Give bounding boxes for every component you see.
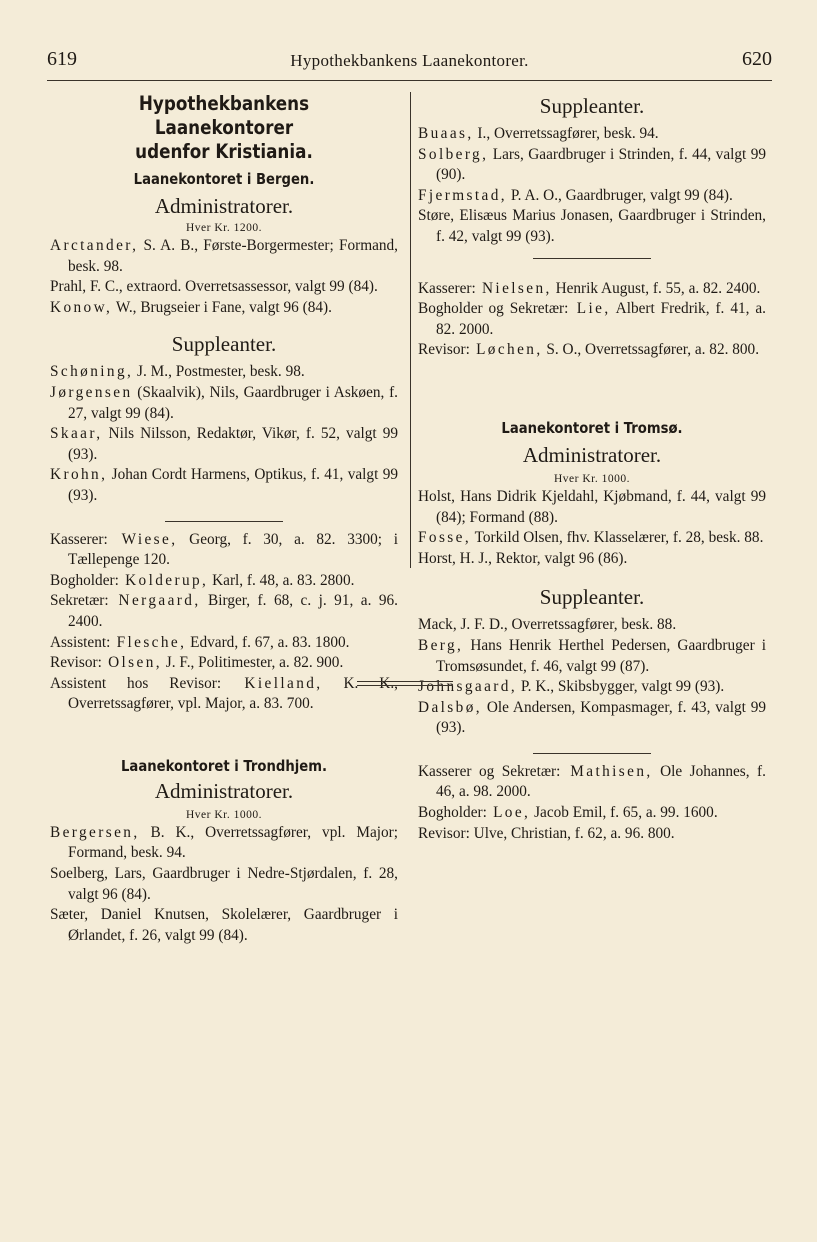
entry: Revisor: Olsen, J. F., Politimester, a. 82. 900.	[50, 654, 344, 672]
page-header	[47, 48, 772, 76]
header-rule	[47, 80, 772, 81]
main-subtitle: udenfor Kristiania.	[135, 140, 313, 163]
bergen-heading: Laanekontoret i Bergen.	[133, 170, 315, 188]
entry: Fjermstad, P. A. O., Gaardbruger, valgt 99 (84).	[418, 186, 733, 204]
entry: Bogholder og Sekretær: Lie, Albert Fredrik, f. 41, a. 82. 2000.	[418, 300, 766, 338]
entry: Soelberg, Lars, Gaardbruger i Nedre-Stjørdalen, f. 28, valgt 96 (84).	[50, 865, 398, 903]
entry: Berg, Hans Henrik Herthel Pedersen, Gaardbruger i Tromsøsundet, f. 46, valgt 99 (87).	[418, 636, 766, 675]
section-rule	[533, 753, 651, 754]
left-column	[50, 92, 398, 946]
entry: Kasserer og Sekretær: Mathisen, Ole Johannes, f. 46, a. 98. 2000.	[418, 762, 766, 801]
entry: Støre, Elisæus Marius Jonasen, Gaardbruger i Strinden, f. 42, valgt 99 (93).	[418, 207, 766, 245]
tromso-heading: Laanekontoret i Tromsø.	[501, 418, 683, 437]
section-rule	[165, 521, 283, 522]
trondhjem-admin-heading: Administratorer.	[154, 778, 294, 803]
entry: Johnsgaard, P. K., Skibsbygger, valgt 99 (93).	[418, 678, 725, 696]
entry: Jørgensen (Skaalvik), Nils, Gaardbruger i Askøen, f. 27, valgt 99 (84).	[50, 383, 398, 422]
entry: Assistent: Flesche, Edvard, f. 67, a. 83. 1800.	[50, 633, 350, 651]
column-divider	[410, 92, 411, 568]
entry: Assistent hos Revisor: Kielland, K. K., Overretssagfører, vpl. Major, a. 83. 700.	[50, 674, 398, 713]
trondhjem-supp-heading: Suppleanter.	[539, 94, 645, 118]
tromso-admin-heading: Administratorer.	[522, 442, 662, 467]
running-title: Hypothekbankens Laanekontorer.	[290, 51, 529, 70]
bergen-admin-note: Hver Kr. 1200.	[186, 222, 262, 234]
entry: Bogholder: Loe, Jacob Emil, f. 65, a. 99. 1600.	[418, 804, 718, 822]
entry: Krohn, Johan Cordt Harmens, Optikus, f. 41, valgt 99 (93).	[50, 466, 398, 504]
left-page-number: 619	[47, 48, 77, 70]
entry: Revisor: Ulve, Christian, f. 62, a. 96. 800.	[418, 824, 675, 842]
entry: Arctander, S. A. B., Første-Borgermester; Formand, besk. 98.	[50, 237, 398, 275]
entry: Revisor: Løchen, S. O., Overretssagfører, a. 82. 800.	[418, 341, 760, 359]
end-double-rule	[357, 681, 453, 686]
entry: Schøning, J. M., Postmester, besk. 98.	[50, 363, 305, 381]
main-title: Hypothekbankens Laanekontorer	[138, 92, 310, 139]
entry: Bergersen, B. K., Overretssagfører, vpl. Major; Formand, besk. 94.	[50, 823, 398, 862]
bergen-admin-heading: Administratorer.	[154, 194, 294, 218]
entry: Dalsbø, Ole Andersen, Kompasmager, f. 43, valgt 99 (93).	[418, 698, 766, 737]
entry: Skaar, Nils Nilsson, Redaktør, Vikør, f. 52, valgt 99 (93).	[50, 425, 398, 463]
bergen-supp-heading: Suppleanter.	[171, 332, 277, 357]
entry: Kasserer: Nielsen, Henrik August, f. 55, a. 82. 2400.	[418, 279, 761, 297]
entry: Mack, J. F. D., Overretssagfører, besk. 88.	[418, 616, 677, 634]
entry: Holst, Hans Didrik Kjeldahl, Kjøbmand, f. 44, valgt 99 (84); Formand (88).	[418, 487, 766, 526]
tromso-admin-note: Hver Kr. 1000.	[554, 472, 630, 485]
right-page-number: 620	[742, 48, 772, 70]
trondhjem-admin-note: Hver Kr. 1000.	[186, 808, 262, 821]
entry: Buaas, I., Overretssagfører, besk. 94.	[418, 125, 659, 142]
entry: Konow, W., Brugseier i Fane, valgt 96 (84).	[50, 298, 332, 316]
section-rule	[533, 258, 651, 259]
entry: Solberg, Lars, Gaardbruger i Strinden, f. 44, valgt 99 (90).	[418, 145, 766, 184]
trondhjem-heading: Laanekontoret i Trondhjem.	[121, 756, 327, 775]
entry: Prahl, F. C., extraord. Overretsassessor, valgt 99 (84).	[50, 278, 378, 296]
entry: Horst, H. J., Rektor, valgt 96 (86).	[418, 549, 628, 567]
entry: Kasserer: Wiese, Georg, f. 30, a. 82. 3300; i Tællepenge 120.	[50, 530, 399, 569]
entry: Fosse, Torkild Olsen, fhv. Klasselærer, f. 28, besk. 88.	[418, 529, 764, 547]
entry: Sæter, Daniel Knutsen, Skolelærer, Gaardbruger i Ørlandet, f. 26, valgt 99 (84).	[50, 906, 398, 944]
right-column	[418, 92, 766, 844]
entry: Sekretær: Nergaard, Birger, f. 68, c. j. 91, a. 96. 2400.	[50, 592, 398, 630]
entry: Bogholder: Kolderup, Karl, f. 48, a. 83. 2800.	[50, 571, 355, 589]
tromso-supp-heading: Suppleanter.	[539, 585, 645, 610]
